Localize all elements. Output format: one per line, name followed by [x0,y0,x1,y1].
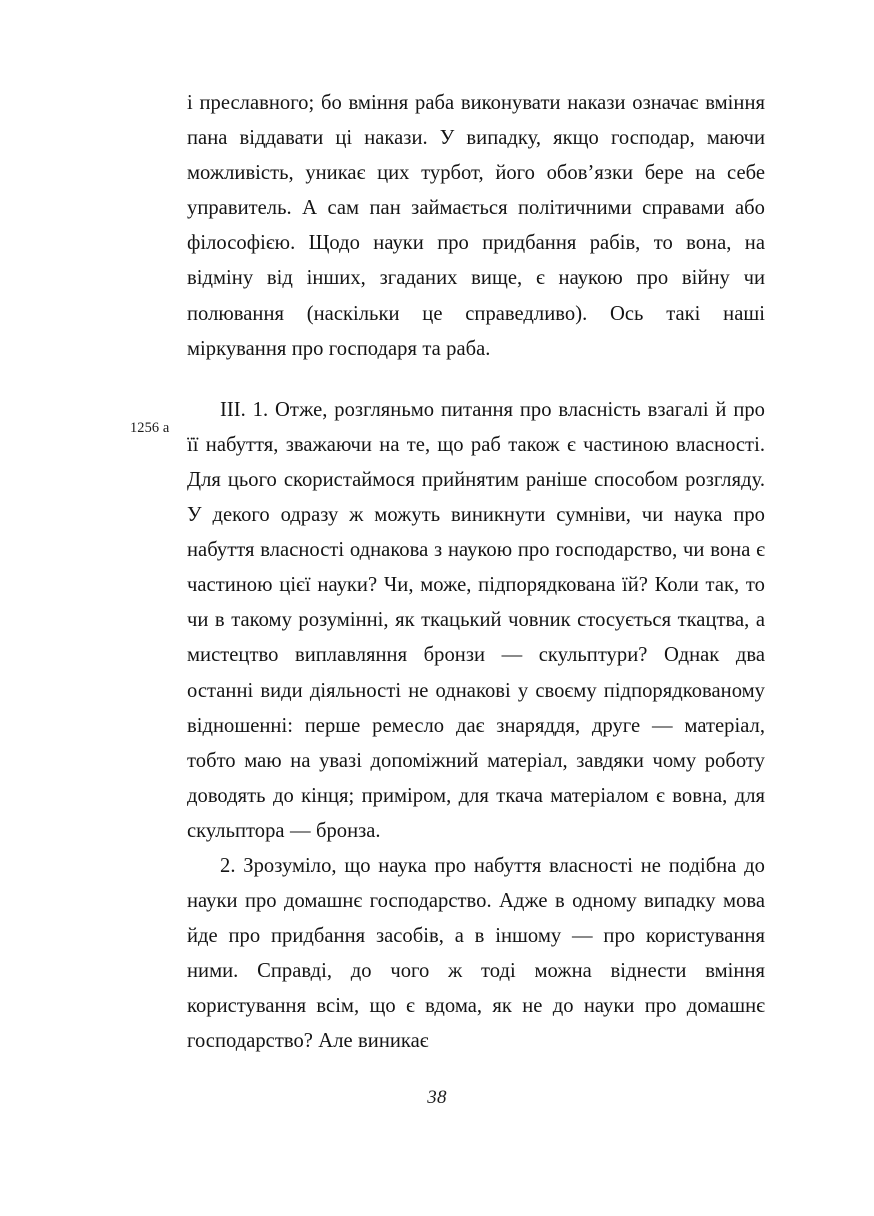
paragraph-section-2: 2. Зрозуміло, що наука про набуття власності не подібна до науки про домашнє господарство. Адже в одному випадку мова йде про придбання засобів, а в іншому — про користування ними. Справді, до чого ж тоді можна віднести вміння користування всім, що є вдома, як не до науки про домашнє господарство? Але виникає [187,854,765,1053]
page-number: 38 [427,1087,447,1108]
text-column [187,86,765,1060]
margin-note-bekker-reference: 1256 a [130,420,170,436]
paragraph-section-iii-1: III. 1. Отже, розгляньмо питання про власність взагалі й про її набуття, зважаючи на те, що раб також є частиною власності. Для цього скористаймося прийнятим раніше способом розгляду. У декого одразу ж можуть виникнути сумніви, чи наука про набуття власності однакова з наукою про господарство, чи вона є частиною цієї науки? Чи, може, підпорядкована їй? Коли так, то чи в такому розумінні, як ткацький човник стосується ткацтва, а мистецтво виплавляння бронзи — скульптури? Однак два останні види діяльності не однакові у своєму підпорядкованому відношенні: перше ремесло дає знаряддя, друге — матеріал, тобто маю на увазі допоміжний матеріал, завдяки чому роботу доводять до кінця; приміром, для ткача матеріалом є вовна, для скульптора — бронза. [187,398,765,842]
paragraph-continued: і преславного; бо вміння раба виконувати накази означає вміння пана віддавати ці накази. У випадку, якщо господар, маючи можливість, уникає цих турбот, його обов’язки бере на себе управитель. А сам пан займається політичними справами або філософією. Щодо науки про придбання рабів, то вона, на відміну від інших, згаданих вище, є наукою про війну чи полювання (наскільки це справедливо). Ось такі наші міркування про господаря та раба. [187,92,765,360]
